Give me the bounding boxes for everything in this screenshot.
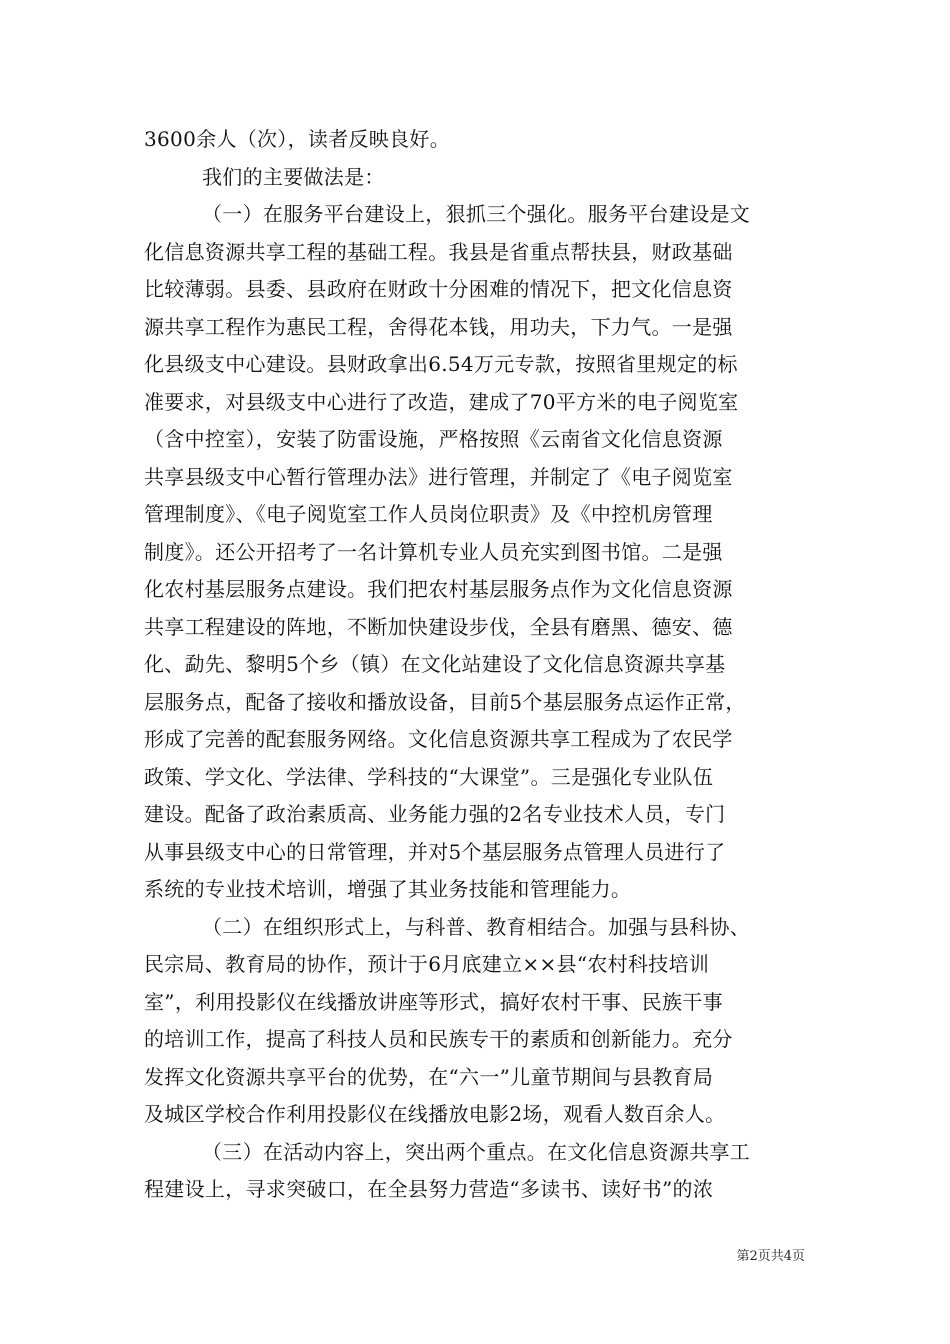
text-line: 管理制度》、《电子阅览室工作人员岗位职责》及《中控机房管理 bbox=[144, 502, 713, 526]
text-line: （含中控室），安装了防雷设施，严格按照《云南省文化信息资源 bbox=[144, 427, 723, 451]
text-line: 比较薄弱。县委、县政府在财政十分困难的情况下，把文化信息资 bbox=[144, 277, 733, 301]
text-line: 室”，利用投影仪在线播放讲座等形式，搞好农村干事、民族干事 bbox=[144, 989, 723, 1014]
text-line: （一）在服务平台建设上，狠抓三个强化。服务平台建设是文 bbox=[202, 202, 751, 226]
text-line: 化农村基层服务点建设。我们把农村基层服务点作为文化信息资源 bbox=[144, 577, 733, 601]
text-line: 化、勐先、黎明5个乡（镇）在文化站建设了文化信息资源共享基 bbox=[144, 652, 726, 676]
text-line: 发挥文化资源共享平台的优势，在“六一”儿童节期间与县教育局 bbox=[144, 1064, 714, 1089]
text-line: 共享工程建设的阵地，不断加快建设步伐，全县有磨黑、德安、德 bbox=[144, 614, 733, 639]
text-line: 及城区学校合作利用投影仪在线播放电影2场，观看人数百余人。 bbox=[144, 1102, 726, 1126]
text-line: 3600余人（次），读者反映良好。 bbox=[144, 127, 450, 151]
text-line: 建设。配备了政治素质高、业务能力强的2名专业技术人员，专门 bbox=[144, 802, 726, 826]
text-line: 的培训工作，提高了科技人员和民族专干的素质和创新能力。充分 bbox=[144, 1027, 733, 1051]
text-line: 政策、学文化、学法律、学科技的“大课堂”。三是强化专业队伍 bbox=[144, 764, 714, 789]
text-line: 化信息资源共享工程的基础工程。我县是省重点帮扶县，财政基础 bbox=[144, 239, 733, 264]
text-line: 民宗局、教育局的协作，预计于6月底建立××县“农村科技培训 bbox=[144, 952, 710, 976]
text-line: （三）在活动内容上，突出两个重点。在文化信息资源共享工 bbox=[202, 1139, 751, 1164]
text-line: 我们的主要做法是： bbox=[202, 164, 385, 189]
document-body bbox=[144, 121, 808, 1209]
page-number: 第2页共4页 bbox=[736, 1249, 805, 1264]
text-line: 源共享工程作为惠民工程，舍得花本钱，用功夫，下力气。一是强 bbox=[144, 314, 733, 339]
text-line: 形成了完善的配套服务网络。文化信息资源共享工程成为了农民学 bbox=[144, 727, 733, 751]
text-line: 从事县级支中心的日常管理，并对5个基层服务点管理人员进行了 bbox=[144, 839, 726, 864]
text-line: （二）在组织形式上，与科普、教育相结合。加强与县科协、 bbox=[202, 914, 751, 939]
text-line: 制度》。还公开招考了一名计算机专业人员充实到图书馆。二是强 bbox=[144, 539, 723, 564]
text-line: 层服务点，配备了接收和播放设备，目前5个基层服务点运作正常， bbox=[144, 689, 746, 714]
text-line: 程建设上，寻求突破口，在全县努力营造“多读书、读好书”的浓 bbox=[144, 1177, 714, 1201]
text-line: 化县级支中心建设。县财政拿出6.54万元专款，按照省里规定的标 bbox=[144, 352, 738, 376]
text-line: 共享县级支中心暂行管理办法》进行管理，并制定了《电子阅览室 bbox=[144, 464, 733, 489]
text-line: 准要求，对县级支中心进行了改造，建成了70平方米的电子阅览室 bbox=[144, 389, 739, 414]
text-line: 系统的专业技术培训，增强了其业务技能和管理能力。 bbox=[144, 877, 632, 901]
